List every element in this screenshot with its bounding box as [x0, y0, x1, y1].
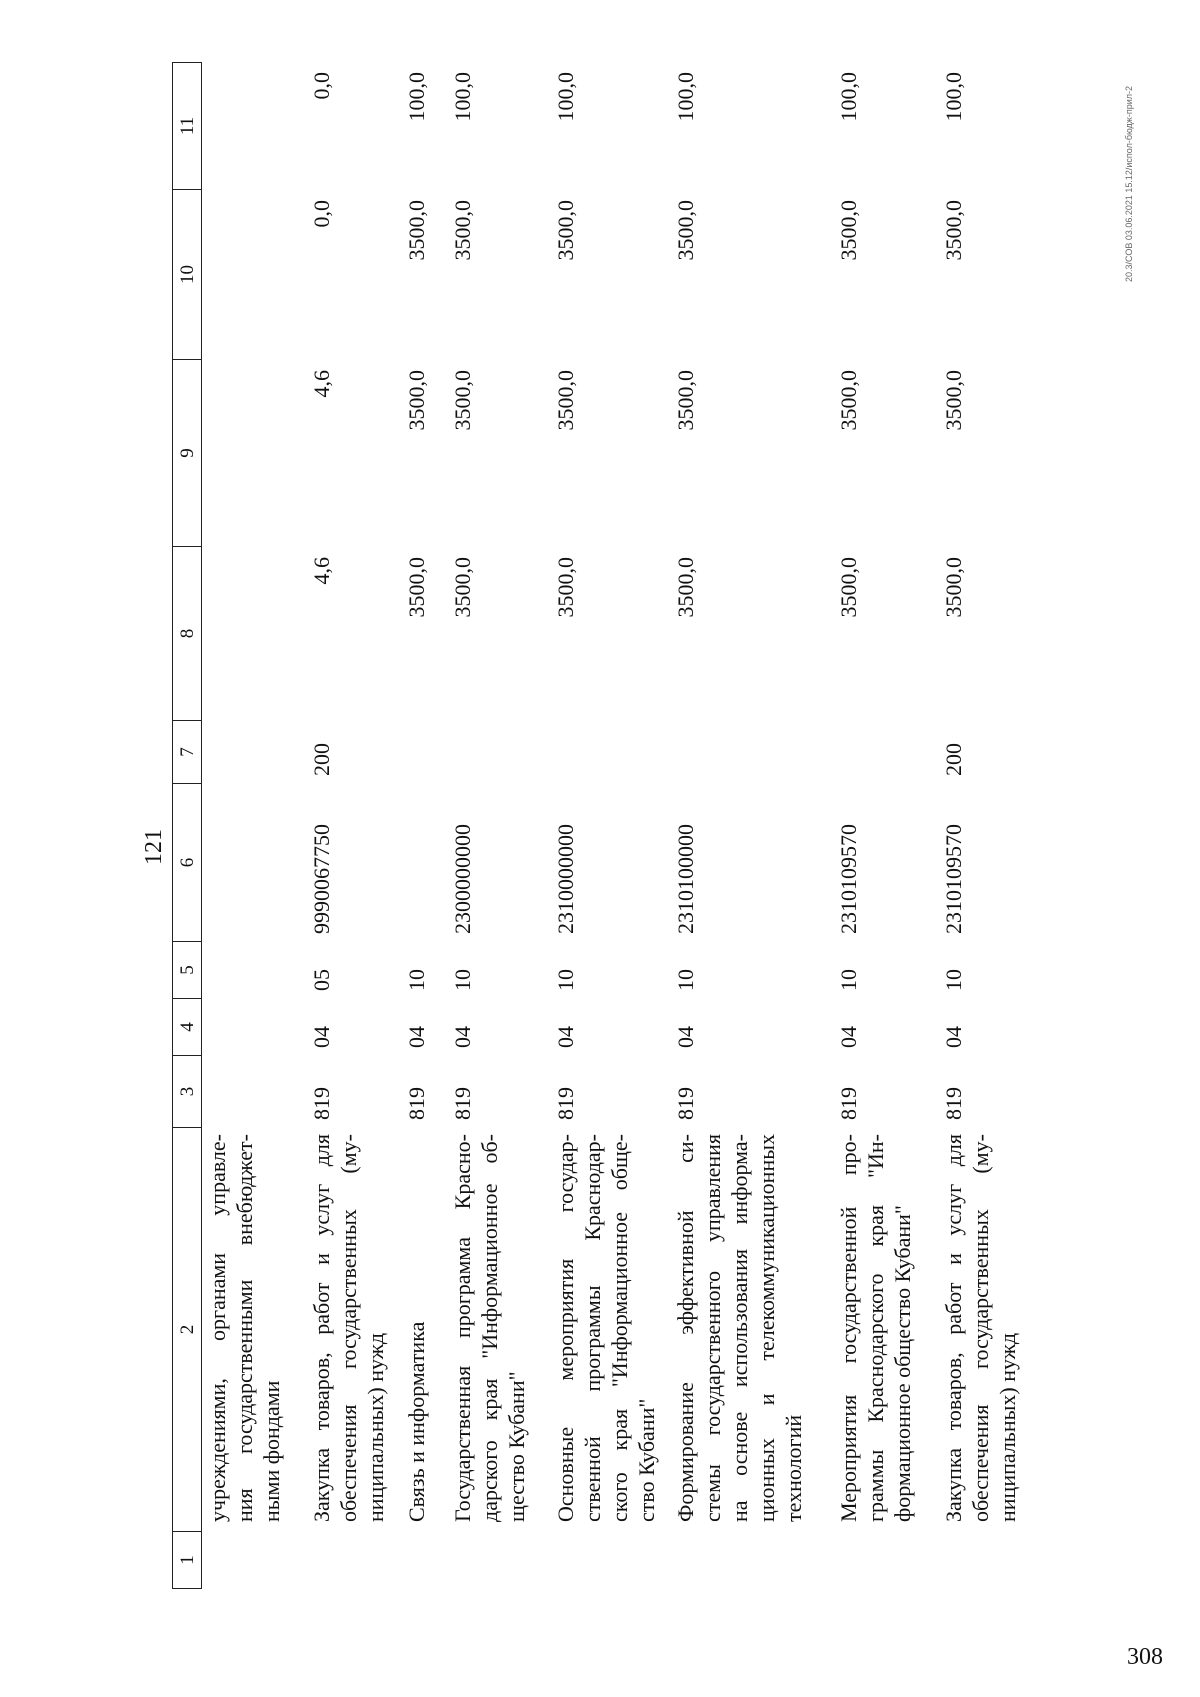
- description-line: ственной программы Краснодар-: [580, 1134, 605, 1522]
- col-10-value: 3500,0: [404, 200, 429, 261]
- col-11-value: 100,0: [941, 72, 966, 122]
- col-9-value: 3500,0: [673, 370, 698, 431]
- header-col-10: 10: [172, 190, 202, 360]
- col-6-value: 2310109570: [836, 824, 861, 934]
- col-6-value: 2300000000: [450, 824, 475, 934]
- table-row: [940, 62, 1021, 1589]
- col-4-value: 04: [309, 1026, 334, 1048]
- description-line: граммы Краснодарского края "Ин-: [863, 1134, 888, 1522]
- col-3-value: 819: [404, 1087, 429, 1120]
- description-line: учреждениями, органами управле-: [205, 1134, 230, 1522]
- description-line: Государственная программа Красно-: [450, 1134, 475, 1522]
- description-line: ниципальных) нужд: [995, 1332, 1020, 1522]
- col-6-value: 2310100000: [673, 824, 698, 934]
- col-11-value: 100,0: [836, 72, 861, 122]
- header-col-7: 7: [172, 721, 202, 784]
- description-line: ния государственными внебюджет-: [232, 1134, 257, 1522]
- page-number: 121: [141, 829, 167, 865]
- col-11-value: 0,0: [309, 72, 334, 100]
- description-line: стемы государственного управления: [700, 1134, 725, 1522]
- description-line: ными фондами: [259, 1380, 284, 1522]
- footer-file-reference: 20.3/СОВ 03.06.2021 15.12/испол-бюдж-прил-2: [1124, 86, 1134, 282]
- col-5-value: 10: [404, 969, 429, 991]
- col-10-value: 3500,0: [553, 200, 578, 261]
- col-4-value: 04: [836, 1026, 861, 1048]
- description-line: Формирование эффективной си-: [673, 1134, 698, 1522]
- col-11-value: 100,0: [404, 72, 429, 122]
- col-9-value: 3500,0: [941, 370, 966, 431]
- col-9-value: 3500,0: [404, 370, 429, 431]
- table-header-row: [172, 62, 202, 1589]
- col-5-value: 05: [309, 969, 334, 991]
- col-6-value: 9990067750: [309, 824, 334, 934]
- col-7-value: 200: [309, 743, 334, 776]
- description-line: технологий: [781, 1414, 806, 1522]
- row-description: [403, 1128, 430, 1532]
- table-row: [308, 62, 389, 1589]
- col-5-value: 10: [450, 969, 475, 991]
- col-11-value: 100,0: [450, 72, 475, 122]
- col-9-value: 4,6: [309, 370, 334, 398]
- col-11-value: 100,0: [553, 72, 578, 122]
- header-col-9: 9: [172, 360, 202, 547]
- table-row: [672, 62, 807, 1589]
- col-10-value: 0,0: [309, 200, 334, 228]
- col-7-value: 200: [941, 743, 966, 776]
- row-description: [204, 1128, 285, 1532]
- header-col-1: 1: [172, 1532, 202, 1589]
- col-9-value: 3500,0: [553, 370, 578, 431]
- header-col-3: 3: [172, 1056, 202, 1128]
- col-5-value: 10: [673, 969, 698, 991]
- col-10-value: 3500,0: [836, 200, 861, 261]
- row-description: [672, 1128, 807, 1532]
- table-row: [204, 62, 285, 1589]
- col-8-value: 3500,0: [673, 557, 698, 618]
- description-line: дарского края "Информационное об-: [477, 1134, 502, 1522]
- col-8-value: 4,6: [309, 557, 334, 585]
- header-col-4: 4: [172, 999, 202, 1056]
- col-9-value: 3500,0: [836, 370, 861, 431]
- col-8-value: 3500,0: [836, 557, 861, 618]
- col-10-value: 3500,0: [450, 200, 475, 261]
- row-description: [449, 1128, 530, 1532]
- row-description: [308, 1128, 389, 1532]
- description-line: ство Кубани": [634, 1398, 659, 1522]
- description-line: Мероприятия государственной про-: [836, 1134, 861, 1522]
- row-description: [552, 1128, 660, 1532]
- sheet-number: 308: [1127, 1644, 1163, 1670]
- header-col-5: 5: [172, 942, 202, 999]
- col-8-value: 3500,0: [404, 557, 429, 618]
- header-col-2: 2: [172, 1128, 202, 1532]
- col-8-value: 3500,0: [450, 557, 475, 618]
- description-line: обеспечения государственных (му-: [968, 1134, 993, 1522]
- col-10-value: 3500,0: [673, 200, 698, 261]
- col-4-value: 04: [553, 1026, 578, 1048]
- description-line: щество Кубани": [504, 1371, 529, 1522]
- description-line: обеспечения государственных (му-: [336, 1134, 361, 1522]
- col-5-value: 10: [553, 969, 578, 991]
- table-row: [449, 62, 530, 1589]
- col-10-value: 3500,0: [941, 200, 966, 261]
- col-3-value: 819: [941, 1087, 966, 1120]
- table-row: [835, 62, 916, 1589]
- col-4-value: 04: [941, 1026, 966, 1048]
- table-row: [552, 62, 660, 1589]
- col-6-value: 2310000000: [553, 824, 578, 934]
- description-line: ниципальных) нужд: [363, 1332, 388, 1522]
- budget-table: [172, 62, 1132, 1589]
- col-5-value: 10: [941, 969, 966, 991]
- header-col-8: 8: [172, 547, 202, 721]
- description-line: ционных и телекоммуникационных: [754, 1134, 779, 1522]
- col-3-value: 819: [553, 1087, 578, 1120]
- col-8-value: 3500,0: [941, 557, 966, 618]
- description-line: на основе использования информа-: [727, 1134, 752, 1522]
- description-line: Основные мероприятия государ-: [553, 1134, 578, 1522]
- col-11-value: 100,0: [673, 72, 698, 122]
- description-line: Связь и информатика: [404, 1321, 429, 1522]
- description-line: Закупка товаров, работ и услуг для: [941, 1134, 966, 1522]
- description-line: формационное общество Кубани": [890, 1205, 915, 1522]
- description-line: ского края "Информационное обще-: [607, 1134, 632, 1522]
- header-col-6: 6: [172, 784, 202, 942]
- row-description: [835, 1128, 916, 1532]
- row-description: [940, 1128, 1021, 1532]
- col-3-value: 819: [450, 1087, 475, 1120]
- col-3-value: 819: [673, 1087, 698, 1120]
- col-6-value: 2310109570: [941, 824, 966, 934]
- col-9-value: 3500,0: [450, 370, 475, 431]
- col-3-value: 819: [836, 1087, 861, 1120]
- col-3-value: 819: [309, 1087, 334, 1120]
- col-4-value: 04: [404, 1026, 429, 1048]
- description-line: Закупка товаров, работ и услуг для: [309, 1134, 334, 1522]
- table-row: [403, 62, 430, 1589]
- col-4-value: 04: [673, 1026, 698, 1048]
- col-5-value: 10: [836, 969, 861, 991]
- header-col-11: 11: [172, 62, 202, 190]
- col-4-value: 04: [450, 1026, 475, 1048]
- col-8-value: 3500,0: [553, 557, 578, 618]
